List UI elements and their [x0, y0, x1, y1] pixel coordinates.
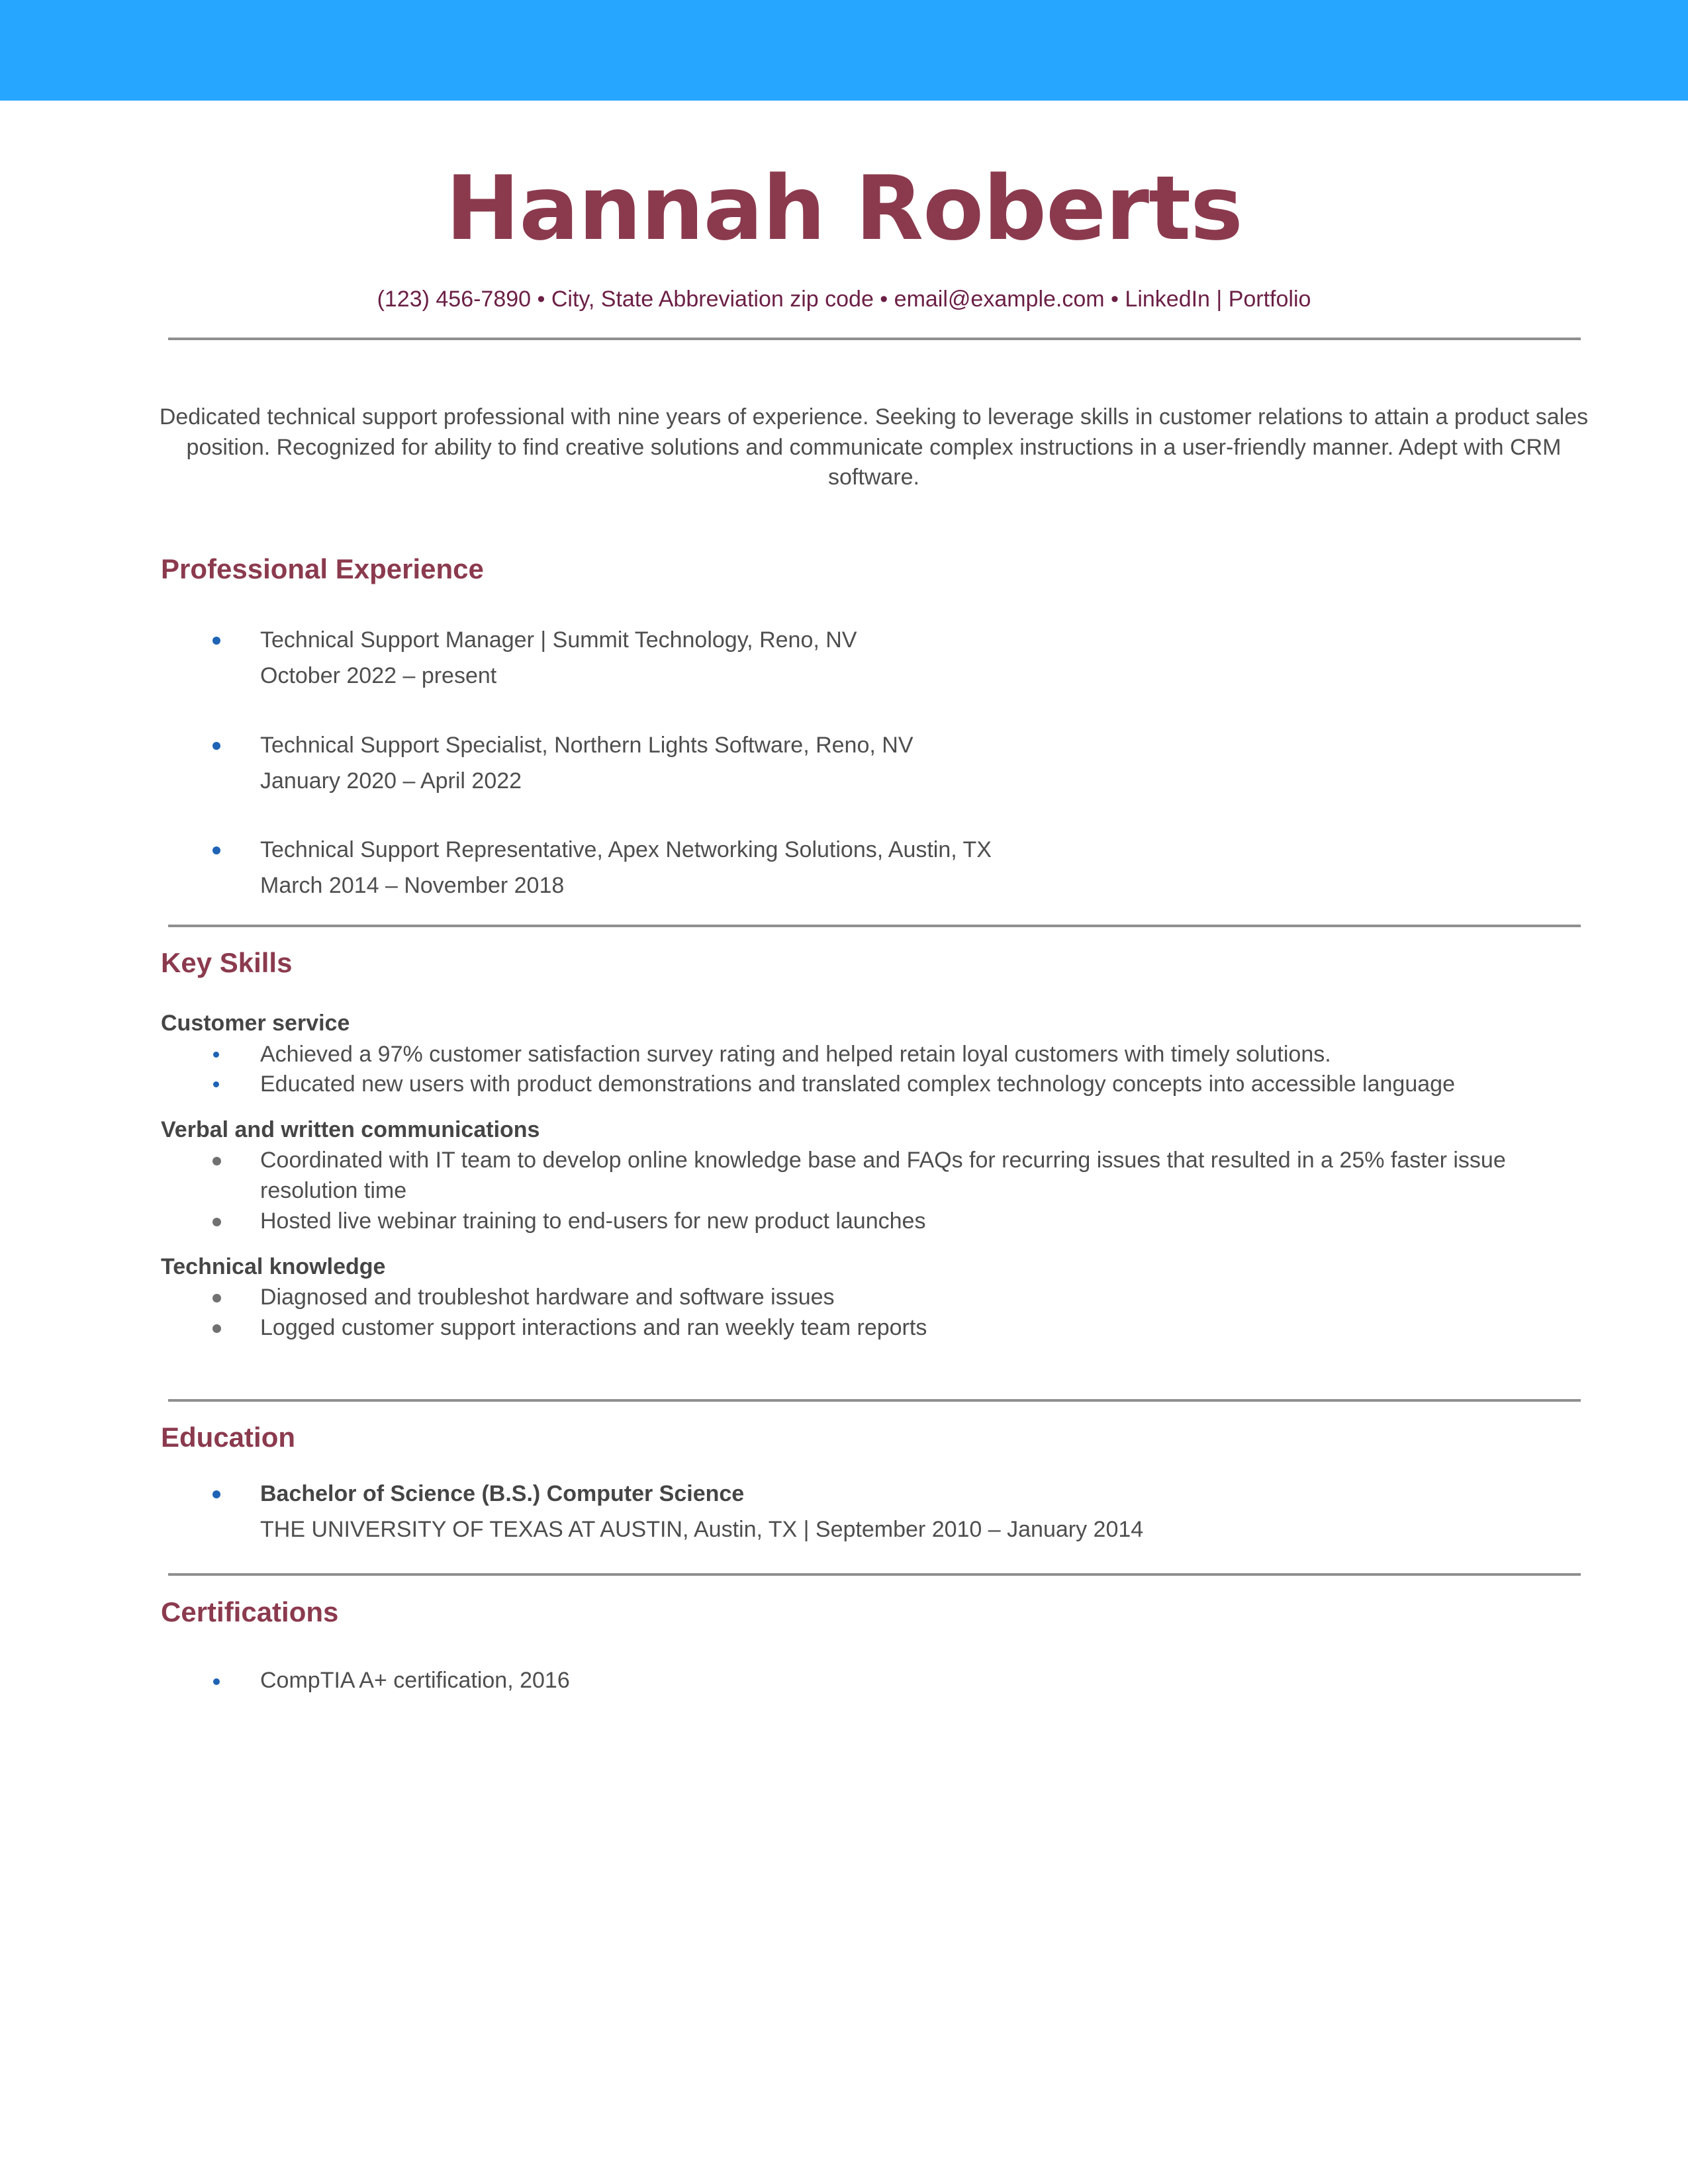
separator: • [873, 287, 894, 312]
job-title: Technical Support Specialist, Northern Lights Software, Reno, NV [260, 733, 914, 758]
skill-group-title: Technical knowledge [161, 1254, 386, 1279]
skill-item: Logged customer support interactions and ran weekly team reports [260, 1315, 927, 1340]
bullet-icon [212, 1490, 220, 1498]
skill-item: Hosted live webinar training to end-users for new product launches [260, 1208, 926, 1234]
bullet-icon [212, 1294, 221, 1302]
summary-paragraph: Dedicated technical support professional with nine years of experience. Seeking to leverage skills in customer relations to attain a product sales position. Recognized for ability to find creative solutions and communicate complex instructions in a user-friendly manner. Adept with CRM software. [159, 404, 1589, 490]
experience-heading: Professional Experience [161, 553, 484, 584]
bullet-icon [212, 1157, 221, 1165]
job-dates: January 2020 – April 2022 [260, 768, 522, 794]
certification-item: CompTIA A+ certification, 2016 [260, 1668, 570, 1693]
top-color-bar [0, 0, 1688, 101]
linkedin-link[interactable]: LinkedIn [1125, 287, 1210, 312]
bullet-icon [213, 1678, 220, 1685]
bullet-icon [213, 1081, 219, 1087]
bullet-icon [212, 846, 220, 854]
degree: Bachelor of Science (B.S.) Computer Science [260, 1481, 745, 1506]
divider [168, 1399, 1581, 1402]
bullet-icon [212, 637, 220, 645]
candidate-name: Hannah Roberts [445, 157, 1243, 260]
skill-item: Diagnosed and troubleshot hardware and software issues [260, 1285, 835, 1310]
school-details: THE UNIVERSITY OF TEXAS AT AUSTIN, Austin, TX | September 2010 – January 2014 [260, 1517, 1144, 1542]
job-title: Technical Support Manager | Summit Technology, Reno, NV [260, 627, 857, 653]
bullet-icon [212, 742, 220, 750]
divider [168, 1573, 1581, 1576]
divider [168, 338, 1581, 340]
job-dates: March 2014 – November 2018 [260, 873, 565, 898]
location: City, State Abbreviation zip code [551, 287, 874, 312]
skill-item: Educated new users with product demonstrations and translated complex technology concepts into accessible language [260, 1071, 1455, 1097]
skills-heading: Key Skills [161, 947, 293, 978]
phone: (123) 456-7890 [377, 287, 532, 312]
separator: • [1104, 287, 1125, 312]
skill-item: Achieved a 97% customer satisfaction survey rating and helped retain loyal customers with timely solutions. [260, 1042, 1331, 1067]
separator: • [531, 287, 551, 312]
divider [168, 925, 1581, 927]
certifications-heading: Certifications [161, 1596, 339, 1627]
skill-item: Coordinated with IT team to develop online knowledge base and FAQs for recurring issues that resulted in a 25% faster issue resolution time [260, 1148, 1506, 1203]
education-heading: Education [161, 1422, 296, 1453]
portfolio-link[interactable]: Portfolio [1228, 287, 1311, 312]
separator: | [1209, 287, 1229, 312]
contact-line [0, 283, 1688, 315]
skill-group-title: Verbal and written communications [161, 1117, 540, 1142]
job-title: Technical Support Representative, Apex Networking Solutions, Austin, TX [260, 837, 992, 862]
skill-group-title: Customer service [161, 1011, 350, 1036]
bullet-icon [212, 1324, 221, 1333]
bullet-icon [212, 1218, 221, 1226]
job-dates: October 2022 – present [260, 663, 497, 688]
email-link[interactable]: email@example.com [894, 287, 1105, 312]
bullet-icon [213, 1052, 219, 1058]
